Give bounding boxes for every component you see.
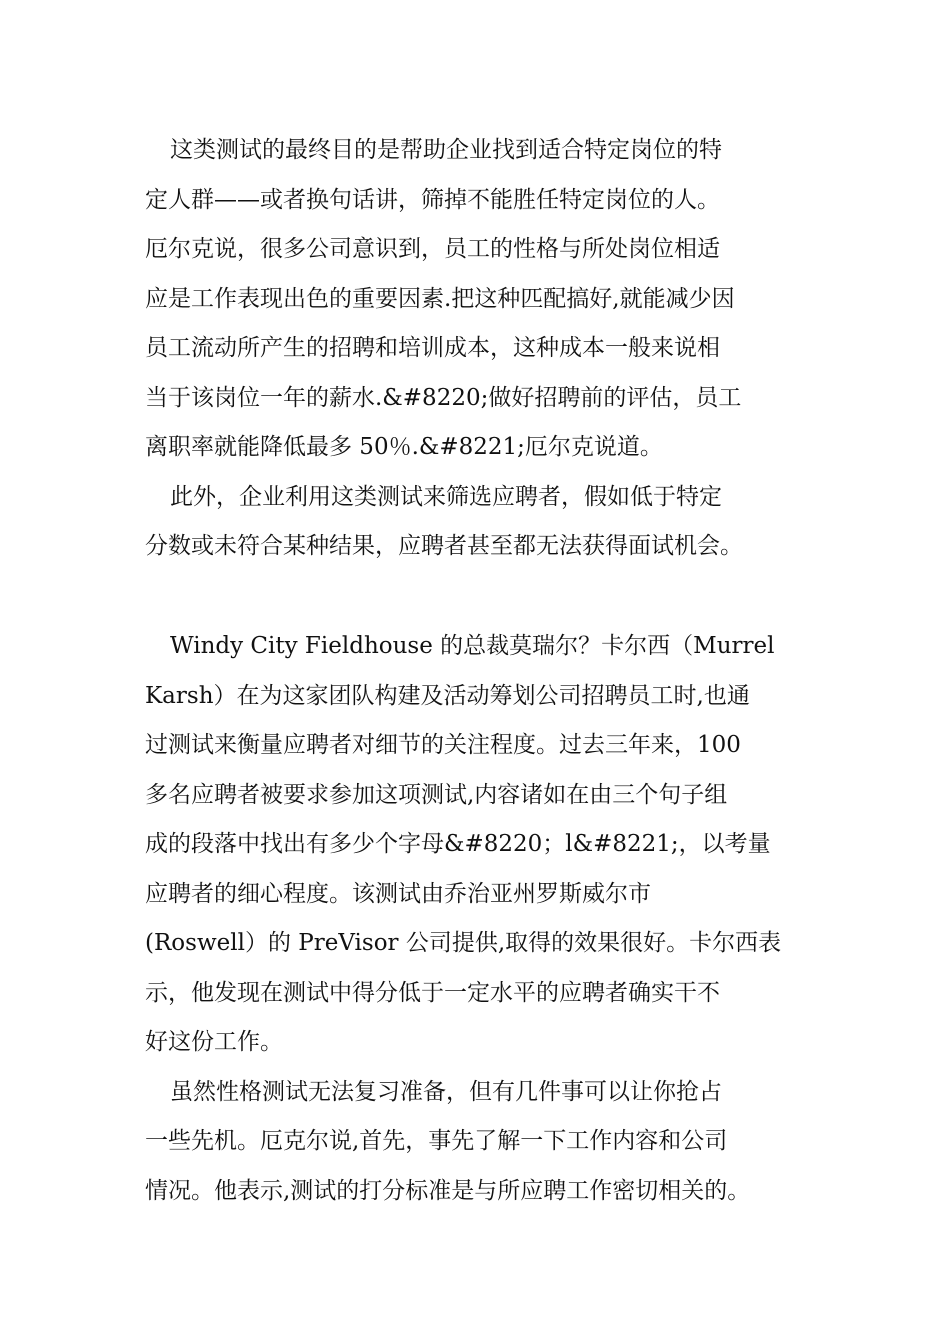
text-line: 这类测试的最终目的是帮助企业找到适合特定岗位的特 bbox=[170, 137, 722, 163]
text-line: 示，他发现在测试中得分低于一定水平的应聘者确实干不 bbox=[145, 979, 720, 1006]
text-line: 过测试来衡量应聘者对细节的关注程度。过去三年来，100 bbox=[145, 732, 741, 758]
text-line: 情况。他表示,测试的打分标准是与所应聘工作密切相关的。 bbox=[145, 1177, 751, 1204]
text-line: 分数或未符合某种结果，应聘者甚至都无法获得面试机会。 bbox=[145, 533, 743, 559]
paragraph bbox=[145, 473, 810, 572]
text-line: Karsh）在为这家团队构建及活动筹划公司招聘员工时,也通 bbox=[145, 682, 750, 709]
text-line: 虽然性格测试无法复习准备，但有几件事可以让你抢占 bbox=[170, 1078, 722, 1105]
text-line: 此外，企业利用这类测试来筛选应聘者，假如低于特定 bbox=[170, 483, 722, 510]
text-line: 一些先机。厄克尔说,首先，事先了解一下工作内容和公司 bbox=[145, 1128, 728, 1154]
paragraph bbox=[145, 1068, 810, 1217]
text-block-lower bbox=[145, 622, 810, 1216]
text-line: 定人群——或者换句话讲，筛掉不能胜任特定岗位的人。 bbox=[145, 186, 720, 213]
text-line: 员工流动所产生的招聘和培训成本，这种成本一般来说相 bbox=[145, 335, 720, 361]
paragraph bbox=[145, 126, 810, 473]
paragraph bbox=[145, 622, 810, 1068]
text-line: 离职率就能降低最多 50％.&#8221;厄尔克说道。 bbox=[145, 434, 663, 460]
text-line: 好这份工作。 bbox=[145, 1029, 283, 1055]
text-line: 应是工作表现出色的重要因素.把这种匹配搞好,就能减少因 bbox=[145, 285, 735, 312]
text-line: 成的段落中找出有多少个字母&#8220；l&#8221;，以考量 bbox=[145, 831, 771, 857]
text-line: 当于该岗位一年的薪水.&#8220;做好招聘前的评估，员工 bbox=[145, 384, 742, 411]
text-line: 应聘者的细心程度。该测试由乔治亚州罗斯威尔市 bbox=[145, 880, 651, 907]
text-block-upper bbox=[145, 126, 810, 572]
text-line: Windy City Fieldhouse 的总裁莫瑞尔？卡尔西（Murrel bbox=[170, 633, 775, 659]
text-line: 多名应聘者被要求参加这项测试,内容诸如在由三个句子组 bbox=[145, 781, 728, 808]
text-line: (Roswell）的 PreVisor 公司提供,取得的效果很好。卡尔西表 bbox=[145, 930, 782, 956]
text-line: 厄尔克说，很多公司意识到，员工的性格与所处岗位相适 bbox=[145, 236, 720, 262]
